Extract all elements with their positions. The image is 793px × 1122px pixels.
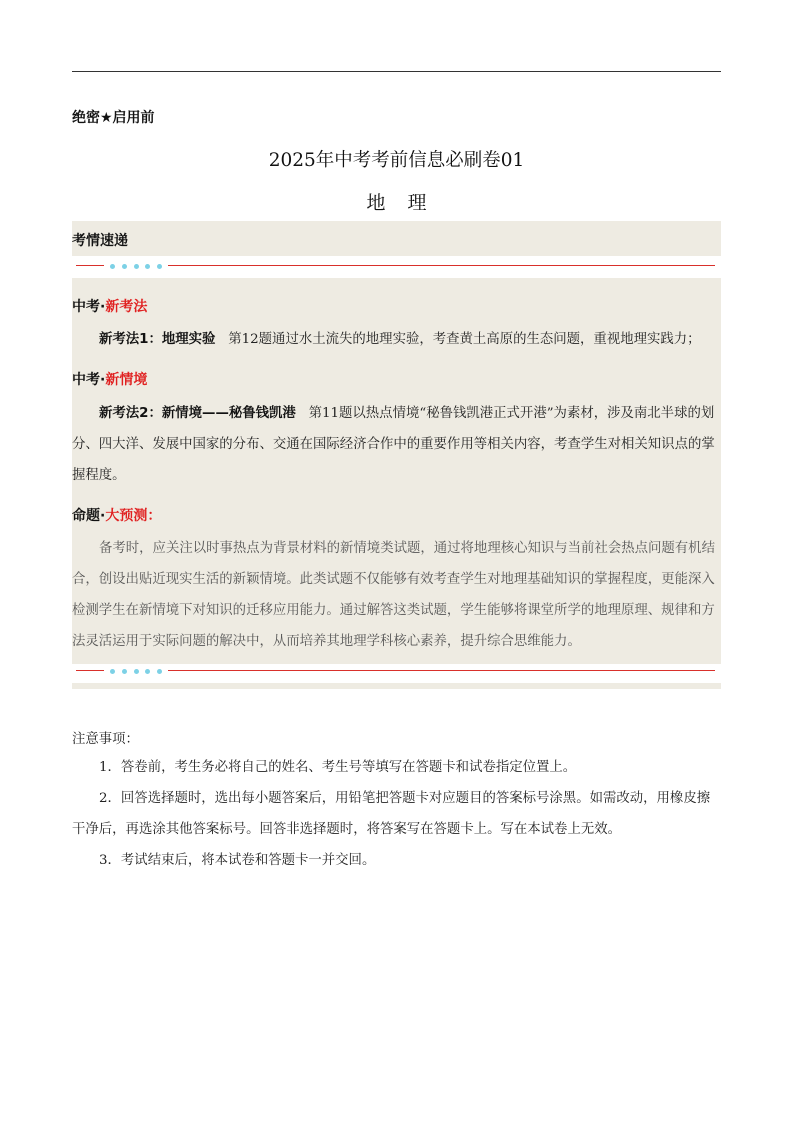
exam-info-footer-band (72, 683, 721, 689)
section-heading-new-context: 中考·新情境 (72, 372, 148, 388)
note-item: 2．回答选择题时，选出每小题答案后，用铅笔把答题卡对应题目的答案标号涂黑。如需改动，用橡皮擦干净后，再选涂其他答案标号。回答非选择题时，将答案写在答题卡上。写在本试卷上无效。 (72, 791, 711, 837)
section-highlight: 新考法 (105, 299, 148, 315)
page-title: 2025年中考考前信息必刷卷01 (268, 150, 525, 171)
decorative-divider-top (72, 261, 721, 271)
header-rule (72, 71, 721, 72)
item-text: 第12题通过水土流失的地理实验，考查黄土高原的生态问题，重视地理实践力； (228, 332, 701, 347)
item-label: 新考法2：新情境——秘鲁钱凯港 (99, 406, 296, 421)
notes-heading: 注意事项： (72, 732, 139, 747)
decorative-divider-bottom (72, 666, 721, 676)
note-item: 1．答卷前，考生务必将自己的姓名、考生号等填写在答题卡和试卷指定位置上。 (99, 760, 577, 775)
section-highlight: 大预测： (105, 508, 162, 524)
section-heading-new-method: 中考·新考法 (72, 299, 148, 315)
confidential-label: 绝密★启用前 (72, 110, 155, 126)
exam-info-heading: 考情速递 (72, 233, 128, 249)
item-label: 新考法1：地理实验 (99, 332, 216, 347)
section-heading-prediction: 命题·大预测： (72, 508, 162, 524)
exam-info-header-band (72, 221, 721, 256)
section-highlight: 新情境 (105, 372, 148, 388)
subject-title: 地理 (366, 192, 449, 214)
section-paragraph-new-context (72, 398, 721, 491)
note-item: 3．考试结束后，将本试卷和答题卡一并交回。 (99, 853, 376, 868)
item-text: 第11题以热点情境“秘鲁钱凯港正式开港”为素材，涉及南北半球的划分、四大洋、发展中国家的分布、交通在国际经济合作中的重要作用等相关内容，考查学生对相关知识点的掌握程度。 (72, 406, 715, 483)
section-paragraph-new-method (72, 324, 721, 355)
section-paragraph-prediction: 备考时，应关注以时事热点为背景材料的新情境类试题，通过将地理核心知识与当前社会热点问题有机结合，创设出贴近现实生活的新颖情境。此类试题不仅能够有效考查学生对地理基础知识的掌握程度，更能深入检测学生在新情境下对知识的迁移应用能力。通过解答这类试题，学生能够将课堂所学的地理原理、规律和方法灵活运用于实际问题的解决中，从而培养其地理学科核心素养，提升综合思维能力。 (72, 541, 715, 649)
